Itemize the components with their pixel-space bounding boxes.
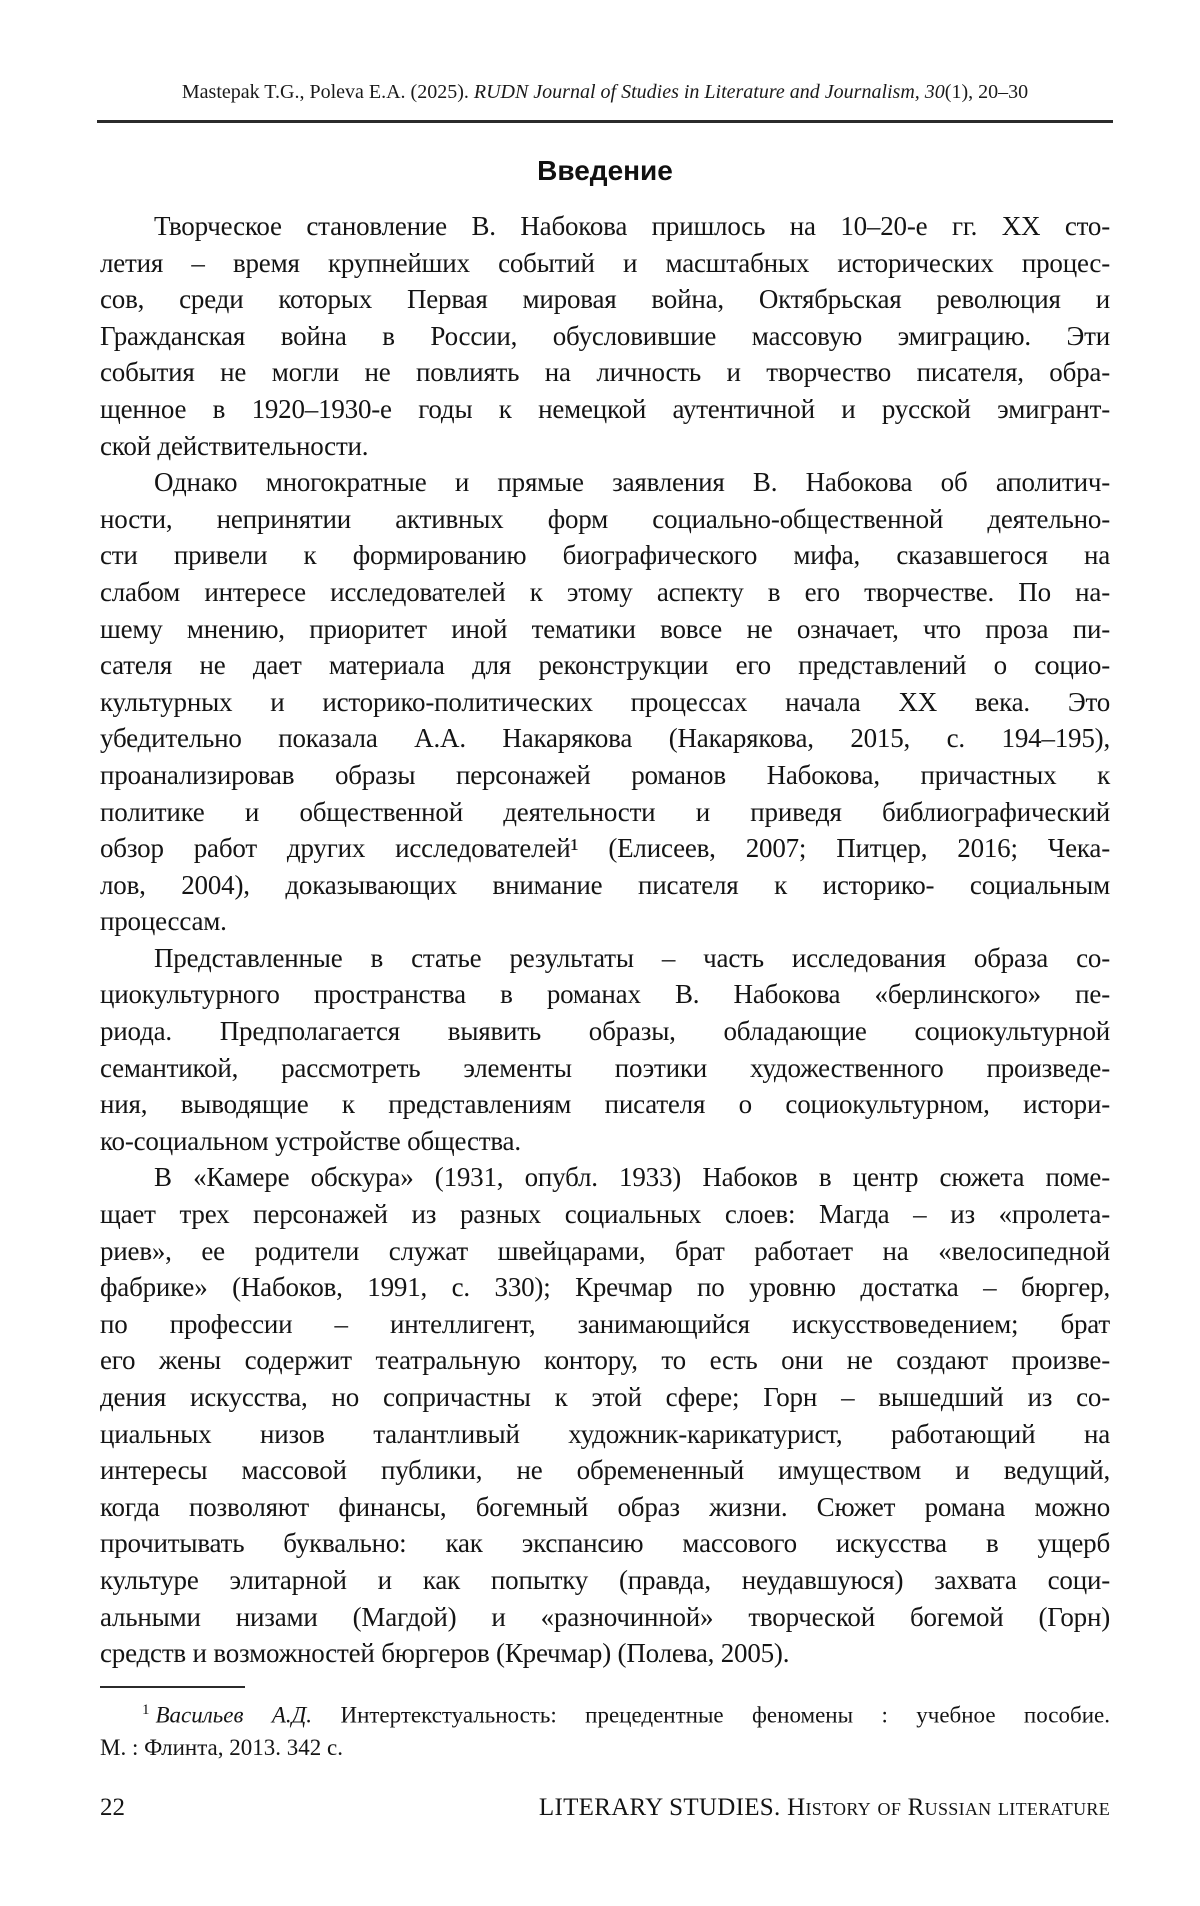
text-line: шему мнению, приоритет иной тематики вовсе не означает, что проза пи- (100, 613, 1110, 644)
footnote (100, 1694, 1110, 1765)
page-footer (100, 1793, 1110, 1823)
text-line: циокультурного пространства в романах В. Набокова «берлинского» пе- (100, 979, 1110, 1010)
footnote-text: Интертекстуальность: прецедентные феномены : учебное пособие. (312, 1702, 1110, 1728)
text-line: сов, среди которых Первая мировая война, Октябрьская революция и (100, 284, 1110, 315)
text-line: ской действительности. (100, 430, 369, 461)
article-body (100, 208, 1110, 1672)
text-line: его жены содержит театральную контору, то есть они не создают произве- (100, 1345, 1110, 1376)
paragraph (100, 940, 1110, 1160)
text-line: ко-социальном устройстве общества. (100, 1125, 521, 1156)
footnote-line-2: М. : Флинта, 2013. 342 с. (100, 1735, 343, 1761)
paragraph (100, 464, 1110, 940)
text-line: убедительно показала А.А. Накарякова (Накарякова, 2015, с. 194–195), (100, 723, 1110, 754)
footnote-separator (100, 1686, 245, 1688)
footnote-marker: 1 (142, 1701, 150, 1718)
text-line: прочитывать буквально: как экспансию массового искусства в ущерб (100, 1528, 1110, 1559)
text-line: циальных низов талантливый художник-карикатурист, работающий на (100, 1418, 1110, 1449)
text-line: семантикой, рассмотреть элементы поэтики художественного произведе- (100, 1052, 1110, 1083)
text-line: Гражданская война в России, обусловившие массовую эмиграцию. Эти (100, 320, 1110, 351)
section-title: Введение (537, 155, 673, 186)
text-line: фабрике» (Набоков, 1991, с. 330); Кречмар по уровню достатка – бюргер, (100, 1272, 1110, 1303)
text-line: риода. Предполагается выявить образы, обладающие социокультурной (100, 1016, 1110, 1047)
footnote-author: Васильев А.Д. (155, 1702, 313, 1728)
text-line: обзор работ других исследователей¹ (Елисеев, 2007; Питцер, 2016; Чека- (100, 833, 1110, 864)
text-line: дения искусства, но сопричастны к этой сфере; Горн – вышедший из со- (100, 1382, 1110, 1412)
text-line: Творческое становление В. Набокова пришлось на 10–20-е гг. XX сто- (154, 211, 1110, 241)
text-line: лов, 2004), доказывающих внимание писателя к историко- социальным (100, 869, 1110, 900)
text-line: риев», ее родители служат швейцарами, брат работает на «велосипедной (100, 1235, 1110, 1266)
header-rule (97, 120, 1113, 123)
text-line: ности, непринятии активных форм социально-общественной деятельно- (100, 503, 1110, 534)
text-line: культурных и историко-политических процессах начала XX века. Это (100, 686, 1110, 717)
text-line: события не могли не повлиять на личность и творчество писателя, обра- (100, 357, 1110, 388)
text-line: проанализировав образы персонажей романов Набокова, причастных к (100, 759, 1110, 790)
running-footer-subsection: History of Russian literature (787, 1794, 1110, 1821)
header-journal-title: RUDN Journal of Studies in Literature and Journalism, 30 (473, 81, 945, 103)
header-authors: Mastepak T.G., Poleva E.A. (2025). (181, 81, 474, 103)
text-line: средств и возможностей бюргеров (Кречмар) (Полева, 2005). (100, 1638, 790, 1669)
footnote-line-1 (100, 1694, 1110, 1732)
paragraph (100, 208, 1110, 464)
text-line: альными низами (Магдой) и «разночинной» творческой богемой (Горн) (100, 1601, 1110, 1632)
text-line: сателя не дает материала для реконструкции его представлений о социо- (100, 650, 1110, 681)
text-line: ния, выводящие к представлениям писателя о социокультурном, истори- (100, 1089, 1110, 1120)
text-line: сти привели к формированию биографического мифа, сказавшегося на (100, 540, 1110, 571)
running-footer-section: LITERARY STUDIES. (538, 1794, 788, 1821)
paragraph (100, 1159, 1110, 1671)
page-number: 22 (100, 1794, 125, 1821)
text-line: политике и общественной деятельности и приведя библиографический (100, 796, 1110, 827)
header-issue-pages: (1), 20–30 (944, 81, 1029, 103)
text-line: щает трех персонажей из разных социальных слоев: Магда – из «пролета- (100, 1199, 1110, 1230)
running-footer (539, 1793, 1110, 1823)
text-line: слабом интересе исследователей к этому аспекту в его творчестве. По на- (100, 576, 1110, 607)
text-line: интересы массовой публики, не обремененный имуществом и ведущий, (100, 1455, 1110, 1486)
text-line: В «Камере обскура» (1931, опубл. 1933) Набоков в центр сюжета поме- (154, 1162, 1110, 1193)
text-line: процессам. (100, 906, 227, 937)
text-line: летия – время крупнейших событий и масштабных исторических процес- (100, 247, 1110, 278)
text-line: Представленные в статье результаты – часть исследования образа со- (154, 942, 1110, 973)
running-header (100, 0, 1110, 104)
text-line: щенное в 1920–1930-е годы к немецкой аутентичной и русской эмигрант- (100, 393, 1110, 424)
text-line: когда позволяют финансы, богемный образ жизни. Сюжет романа можно (100, 1491, 1110, 1522)
text-line: Однако многократные и прямые заявления В. Набокова об аполитич- (154, 467, 1110, 498)
text-line: культуре элитарной и как попытку (правда, неудавшуюся) захвата соци- (100, 1564, 1110, 1595)
text-line: по профессии – интеллигент, занимающийся искусствоведением; брат (100, 1308, 1110, 1339)
